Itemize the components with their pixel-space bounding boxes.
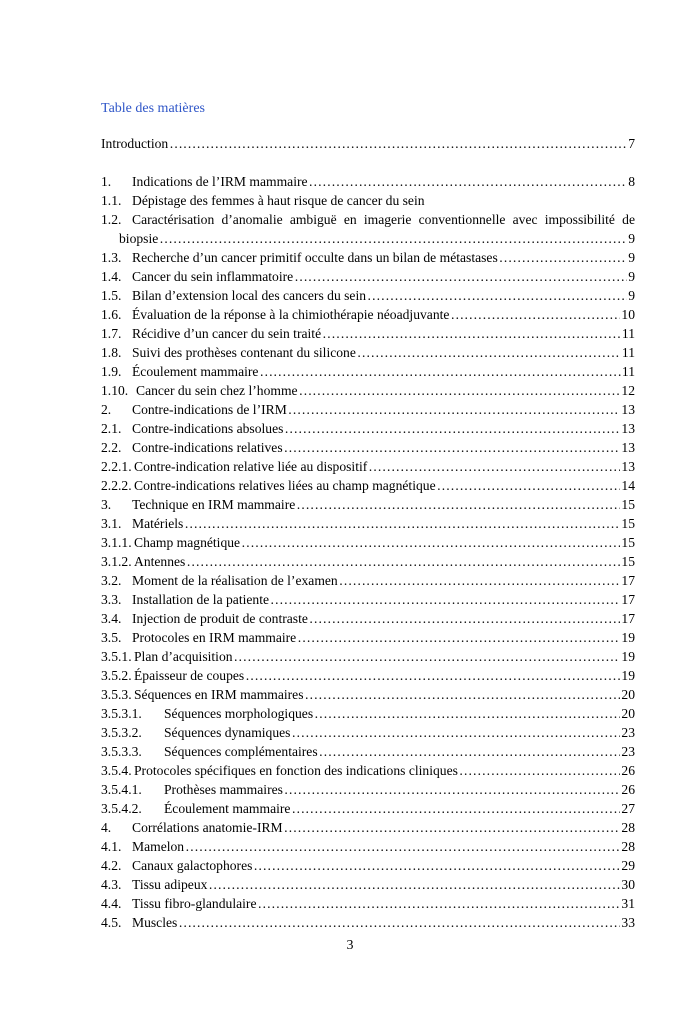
toc-entry-page: 23 [621,744,635,759]
toc-entry-title: Tissu fibro-glandulaire [132,896,257,911]
toc-entry-page: 15 [621,516,635,531]
toc-entry-page: 26 [621,782,635,797]
toc-leader-dots [309,172,628,191]
toc-entry-page: 13 [621,440,635,455]
toc-entry-number: 3.5.3.3. [101,744,142,759]
toc-entry-title: Introduction [101,136,169,151]
toc-entry[interactable] [101,590,635,609]
toc-leader-dots [234,647,621,666]
toc-entry-number: 1.7. [101,326,122,341]
toc-entry-title: Séquences complémentaires [164,744,318,759]
toc-leader-dots [297,628,620,647]
toc-entry[interactable] [101,533,635,552]
toc-entry-number: 4. [101,820,112,835]
toc-entry-number: 2. [101,402,112,417]
toc-entry-title-continuation: biopsie [119,231,159,246]
toc-entry-page: 33 [621,915,635,930]
toc-entry[interactable] [101,134,635,153]
toc-entry-number: 1.10. [101,383,129,398]
toc-leader-dots [296,495,620,514]
toc-entry[interactable] [101,837,635,856]
toc-entry[interactable] [101,248,635,267]
toc-leader-dots [169,134,627,153]
toc-leader-dots [319,742,621,761]
toc-leader-dots [284,438,621,457]
toc-entry-page: 17 [621,592,635,607]
toc-leader-dots [284,818,621,837]
toc-entry[interactable] [101,191,635,210]
toc-entry-title: Suivi des prothèses contenant du silicone [132,345,356,360]
toc-entry-title: Contre-indications de l’IRM [132,402,287,417]
toc-entry-number: 3.5.1. [101,649,132,664]
toc-entry-number: 4.1. [101,839,122,854]
toc-entry-title: Bilan d’extension local des cancers du sein [132,288,367,303]
page-number: 3 [346,938,354,953]
toc-entry-title: Écoulement mammaire [164,801,291,816]
toc-entry-number: 1.5. [101,288,122,303]
toc-leader-dots [259,362,620,381]
toc-entry-number: 3.5.3.1. [101,706,142,721]
toc-entry-page: 12 [621,383,635,398]
toc-entry-page: 28 [621,839,635,854]
toc-leader-dots [253,856,620,875]
toc-entry[interactable] [101,400,635,419]
toc-leader-dots [450,305,620,324]
toc-entry-number: 3.1.1. [101,535,132,550]
toc-entry-page: 13 [621,421,635,436]
toc-entry[interactable] [101,628,635,647]
toc-entry[interactable] [101,286,635,305]
toc-entry[interactable] [101,761,635,780]
toc-entry-number: 1.8. [101,345,122,360]
toc-entry[interactable] [101,647,635,666]
toc-leader-dots [322,324,621,343]
toc-entry-title: Injection de produit de contraste [132,611,308,626]
toc-entry-title: Contre-indications relatives [132,440,283,455]
toc-entry[interactable] [101,704,635,723]
toc-entry-number: 3.5.4.2. [101,801,142,816]
toc-entry-page: 28 [621,820,635,835]
toc-entry-page: 15 [621,535,635,550]
toc-entry-number: 3.4. [101,611,122,626]
toc-entry-title: Caractérisation d’anomalie ambiguë en imagerie conventionnelle avec impossibilité de [132,212,635,227]
toc-leader-dots [309,609,621,628]
toc-entry-number: 2.2.1. [101,459,132,474]
toc-entry-page: 9 [628,250,635,265]
toc-entry-title: Récidive d’un cancer du sein traité [132,326,322,341]
toc-entry-page: 20 [621,687,635,702]
toc-entry-title: Matériels [132,516,184,531]
toc-entry-title: Champ magnétique [134,535,241,550]
toc-leader-dots [284,419,620,438]
toc-entry[interactable] [101,723,635,742]
toc-leader-dots [257,894,620,913]
toc-entry-page: 15 [621,554,635,569]
toc-entry[interactable] [101,913,635,932]
toc-entry-page: 9 [628,269,635,284]
toc-entry-number: 3.5. [101,630,122,645]
toc-entry-number: 3.5.3.2. [101,725,142,740]
toc-entry[interactable] [101,172,635,191]
toc-entry-page: 10 [621,307,635,322]
toc-entry-title: Indications de l’IRM mammaire [132,174,308,189]
toc-entry-title: Tissu adipeux [132,877,208,892]
toc-entry[interactable] [101,343,635,362]
toc-entry-page: 13 [621,402,635,417]
toc-entry-title: Corrélations anatomie-IRM [132,820,283,835]
toc-entry-number: 3.2. [101,573,122,588]
toc-entry[interactable] [101,419,635,438]
toc-entry-page: 11 [621,345,635,360]
toc-entry-number: 3.1. [101,516,122,531]
toc-entry[interactable] [101,552,635,571]
toc-entry[interactable] [101,818,635,837]
toc-entry-number: 2.2. [101,440,122,455]
toc-entry-number: 1.3. [101,250,122,265]
toc-entry[interactable] [101,267,635,286]
toc-entry-number: 2.2.2. [101,478,132,493]
toc-entry-title: Épaisseur de coupes [134,668,245,683]
toc-entry-title: Séquences morphologiques [164,706,314,721]
toc-leader-dots [284,780,620,799]
toc-leader-dots [305,685,621,704]
toc-entry-page: 8 [628,174,635,189]
toc-entry-number: 3.5.2. [101,668,132,683]
toc-entry-page: 31 [621,896,635,911]
toc-entry[interactable] [101,438,635,457]
toc-entry-title: Plan d’acquisition [134,649,233,664]
toc-leader-dots [159,229,627,248]
toc-entry-page: 30 [621,877,635,892]
toc-entry-number: 4.3. [101,877,122,892]
toc-entry[interactable] [101,381,635,400]
toc-entry[interactable] [101,362,635,381]
toc-entry-title: Protocoles spécifiques en fonction des indications cliniques [134,763,458,778]
toc-entry[interactable] [101,305,635,324]
toc-entry-number: 1.6. [101,307,122,322]
toc-entry[interactable] [101,742,635,761]
toc-entry[interactable] [101,875,635,894]
toc-entry-number: 1.2. [101,212,122,227]
toc-entry[interactable] [101,609,635,628]
toc-entry-page: 20 [621,706,635,721]
toc-leader-dots [357,343,621,362]
toc-entry-number: 3.5.4.1. [101,782,142,797]
toc-leader-dots [245,666,620,685]
toc-entry-title: Contre-indications relatives liées au champ magnétique [134,478,436,493]
toc-entry-number: 4.2. [101,858,122,873]
toc-entry[interactable] [101,495,635,514]
toc-leader-dots [178,913,620,932]
toc-entry-page: 27 [621,801,635,816]
toc-entry[interactable] [101,856,635,875]
toc-entry[interactable] [101,476,635,495]
toc-heading: Table des matières [101,101,205,116]
toc-leader-dots [291,723,620,742]
toc-entry-number: 4.5. [101,915,122,930]
toc-entry-title: Installation de la patiente [132,592,270,607]
toc-entry-number: 3.5.4. [101,763,132,778]
toc-entry-page: 11 [621,364,635,379]
toc-leader-dots [186,552,620,571]
toc-entry-page: 26 [621,763,635,778]
toc-entry-number: 3. [101,497,112,512]
toc-leader-dots [339,571,621,590]
toc-entry-title: Protocoles en IRM mammaire [132,630,297,645]
toc-leader-dots [185,837,620,856]
toc-entry[interactable] [101,324,635,343]
toc-entry-title: Prothèses mammaires [164,782,283,797]
toc-entry-page: 11 [621,326,635,341]
toc-entry-number: 1. [101,174,112,189]
toc-entry-page: 19 [621,630,635,645]
toc-entry-page: 23 [621,725,635,740]
toc-leader-dots [314,704,620,723]
toc-entry-page: 17 [621,573,635,588]
toc-entry-title: Muscles [132,915,178,930]
toc-entry-title: Écoulement mammaire [132,364,259,379]
toc-entry-page: 19 [621,649,635,664]
toc-entry-title: Canaux galactophores [132,858,253,873]
toc-entry[interactable] [101,514,635,533]
toc-entry-page: 29 [621,858,635,873]
toc-entry-number: 1.4. [101,269,122,284]
toc-entry[interactable] [101,666,635,685]
toc-entry-number: 3.5.3. [101,687,132,702]
toc-entry-title: Technique en IRM mammaire [132,497,296,512]
toc-leader-dots [184,514,620,533]
table-of-contents [101,134,635,932]
toc-entry[interactable] [101,780,635,799]
toc-entry-number: 1.1. [101,193,122,208]
toc-leader-dots [437,476,621,495]
toc-entry[interactable] [101,799,635,818]
toc-entry-title: Recherche d’un cancer primitif occulte dans un bilan de métastases [132,250,498,265]
toc-entry-page: 9 [628,288,635,303]
toc-leader-dots [299,381,621,400]
toc-entry-title: Antennes [134,554,186,569]
toc-leader-dots [288,400,621,419]
toc-entry-page: 14 [621,478,635,493]
toc-entry-page: 19 [621,668,635,683]
toc-leader-dots [208,875,620,894]
toc-entry-number: 3.3. [101,592,122,607]
toc-entry[interactable] [101,571,635,590]
toc-entry-title: Cancer du sein chez l’homme [136,383,298,398]
toc-leader-dots [368,457,620,476]
toc-leader-dots [241,533,620,552]
toc-entry[interactable] [101,685,635,704]
toc-entry-title: Moment de la réalisation de l’examen [132,573,338,588]
toc-entry[interactable] [101,457,635,476]
toc-entry[interactable] [101,894,635,913]
toc-leader-dots [367,286,627,305]
toc-entry-title: Contre-indication relative liée au dispositif [134,459,368,474]
toc-entry-number: 1.9. [101,364,122,379]
toc-entry-page: 13 [621,459,635,474]
toc-entry-page: 17 [621,611,635,626]
toc-entry-title: Évaluation de la réponse à la chimiothérapie néoadjuvante [132,307,450,322]
toc-entry-title: Dépistage des femmes à haut risque de cancer du sein [132,193,425,208]
toc-entry-page: 9 [628,231,635,246]
toc-leader-dots [499,248,627,267]
toc-entry-page: 7 [628,136,635,151]
toc-entry-number: 3.1.2. [101,554,132,569]
toc-leader-dots [459,761,620,780]
toc-entry-number: 2.1. [101,421,122,436]
toc-entry[interactable] [101,210,635,248]
toc-leader-dots [294,267,627,286]
toc-entry-page: 15 [621,497,635,512]
toc-entry-title: Contre-indications absolues [132,421,284,436]
toc-entry-number: 4.4. [101,896,122,911]
toc-entry-title: Mamelon [132,839,185,854]
toc-entry-title: Séquences en IRM mammaires [134,687,304,702]
toc-leader-dots [270,590,620,609]
toc-leader-dots [291,799,620,818]
toc-entry-title: Cancer du sein inflammatoire [132,269,294,284]
toc-entry-title: Séquences dynamiques [164,725,291,740]
